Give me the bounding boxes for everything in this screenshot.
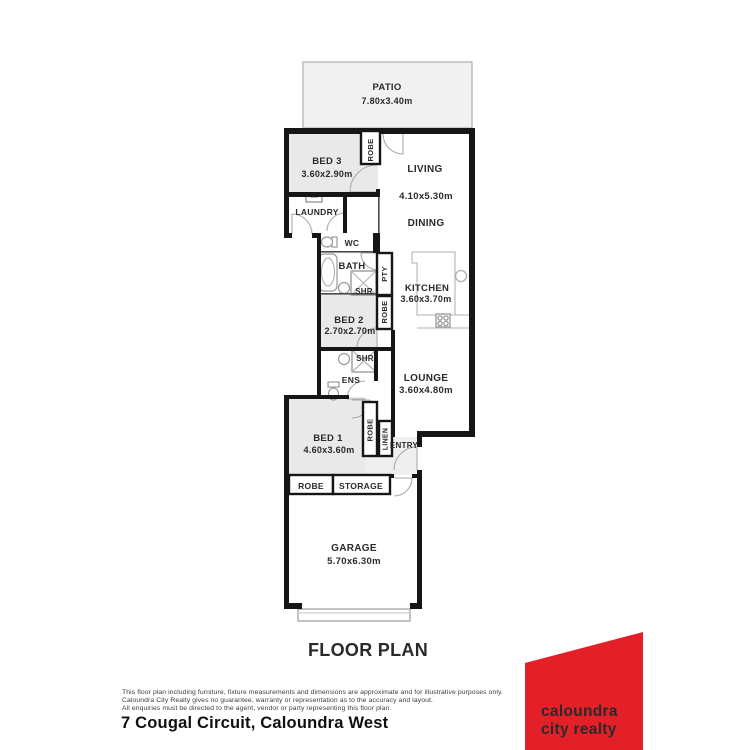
patio-area [303,62,472,128]
pantry-label: PTY [380,266,389,282]
shr-bath-label: SHR [355,287,373,296]
disclaimer-line: This floor plan including furniture, fixture measurements and dimensions are approximate and for illustrative purposes only. [122,689,504,696]
living-label: LIVING [407,164,443,175]
shr-ens-label: SHR [356,354,374,363]
wc-toilet-icon [322,237,338,247]
patio-dims: 7.80x3.40m [361,96,413,106]
bathtub-icon [319,254,337,291]
lounge-label: LOUNGE [403,373,449,384]
disclaimer-line: All enquiries must be directed to the agent, vendor or party representing this floor plan. [122,705,392,713]
robe-bed3-label: ROBE [366,138,375,162]
garage-door-icon [298,609,410,621]
storage-label: STORAGE [339,481,383,491]
patio-door-arc [383,134,403,154]
laundry-label: LAUNDRY [295,207,339,217]
kitchen-label: KITCHEN [404,283,450,294]
bed2-label: BED 2 [334,315,364,326]
ens-basin-icon [339,354,350,365]
ens-label: ENS [341,375,361,385]
living-dims: 4.10x5.30m [399,191,453,202]
bed2-dims: 2.70x2.70m [324,326,376,336]
garage-internal-door-arc [394,478,412,496]
kitchen-dims: 3.60x3.70m [400,294,452,304]
linen-label: LINEN [382,427,390,451]
bed1-dims: 4.60x3.60m [303,445,355,455]
garage-label: GARAGE [331,543,377,554]
robe-row-label: ROBE [298,481,324,491]
property-address: 7 Cougal Circuit, Caloundra West [121,714,389,732]
kitchen-sink-icon [456,271,467,282]
patio-label: PATIO [372,82,402,93]
disclaimer [122,689,542,714]
garage-dims: 5.70x6.30m [327,556,381,567]
floor-plan-title: FLOOR PLAN [308,640,428,660]
laundry-exterior-door-arc [292,214,312,234]
hall-floor [366,455,394,475]
logo-text-line1: caloundra [541,703,618,720]
robe-bed1-label: ROBE [365,418,375,442]
agency-logo [525,632,643,750]
disclaimer-line: Caloundra City Realty gives no guarantee, warranty or representation as to the accuracy and layout. [122,697,434,705]
agency-logo-svg [525,632,643,750]
bath-basin-icon [339,283,350,294]
robe-bed2-label: ROBE [380,300,389,324]
lounge-dims: 3.60x4.80m [399,385,453,396]
stove-icon [436,314,450,327]
bath-label: BATH [338,261,366,272]
bed1-label: BED 1 [313,433,343,444]
logo-text-line2: city realty [541,721,617,738]
bed3-label: BED 3 [312,156,342,167]
wc-label: WC [344,238,360,248]
bed3-dims: 3.60x2.90m [301,169,353,179]
dining-label: DINING [407,218,445,229]
entry-label: ENTRY [389,441,419,450]
